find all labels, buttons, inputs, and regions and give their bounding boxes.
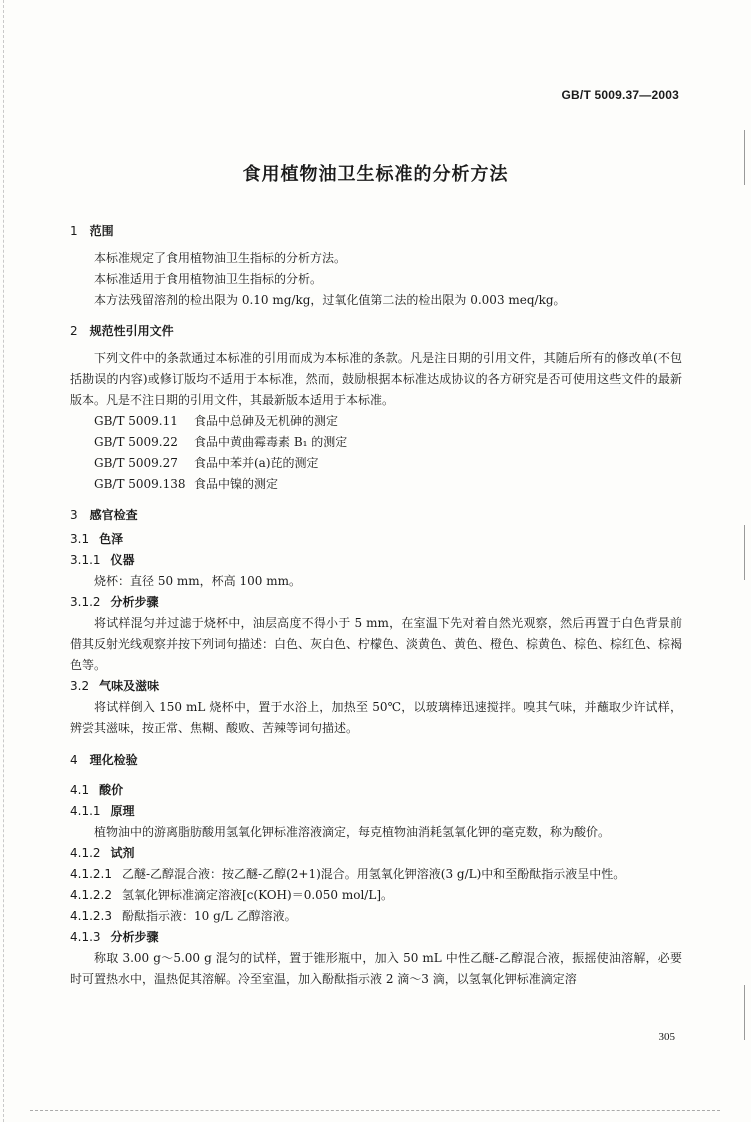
subsection-number: 4.1.3	[70, 930, 101, 944]
document-body	[70, 222, 682, 990]
subsection-number: 3.2	[70, 679, 90, 693]
paragraph: 本标准规定了食用植物油卫生指标的分析方法。	[94, 251, 347, 265]
subsection-number: 4.1	[70, 783, 90, 797]
section-title: 规范性引用文件	[89, 324, 174, 338]
paragraph	[70, 906, 682, 927]
paragraph: 本标准适用于食用植物油卫生指标的分析。	[94, 272, 323, 286]
paragraph: 将试样倒入 150 mL 烧杯中，置于水浴上，加热至 50℃，以玻璃棒迅速搅拌。嗅其气味，并蘸取少许试样，辨尝其滋味，按正常、焦糊、酸败、苦辣等词句描述。	[70, 700, 682, 735]
paragraph	[70, 864, 682, 885]
section-number: 2	[70, 324, 78, 338]
document-title: 食用植物油卫生标准的分析方法	[242, 164, 509, 185]
standard-code: GB/T 5009.37—2003	[561, 88, 679, 102]
subsection-title: 气味及滋味	[99, 679, 160, 693]
paragraph	[70, 885, 682, 906]
section-heading	[70, 751, 682, 768]
clause-number: 4.1.2.3	[70, 909, 112, 923]
reference-code: GB/T 5009.27	[94, 456, 178, 470]
reference-title: 食品中苯并(a)芘的测定	[194, 456, 319, 470]
clause-number: 4.1.2.1	[70, 867, 112, 881]
reference-title: 食品中总砷及无机砷的测定	[194, 414, 339, 428]
reference-item	[70, 474, 682, 495]
scan-mark	[744, 525, 745, 580]
clause-number: 4.1.2.2	[70, 888, 112, 902]
page-number: 305	[658, 1031, 675, 1043]
subsection-heading	[70, 676, 682, 697]
section-title: 范围	[89, 224, 114, 238]
section-number: 3	[70, 508, 78, 522]
paragraph: 植物油中的游离脂肪酸用氢氧化钾标准溶液滴定，每克植物油消耗氢氧化钾的毫克数，称为酸价。	[94, 825, 611, 839]
subsection-title: 分析步骤	[110, 595, 159, 609]
paragraph: 本方法残留溶剂的检出限为 0.10 mg/kg，过氧化值第二法的检出限为 0.003 meq/kg。	[94, 293, 566, 307]
subsection-number: 4.1.2	[70, 846, 101, 860]
clause-text: 乙醚-乙醇混合液：按乙醚-乙醇(2+1)混合。用氢氧化钾溶液(3 g/L)中和至酚酞指示液呈中性。	[121, 867, 626, 881]
paragraph: 将试样混匀并过滤于烧杯中，油层高度不得小于 5 mm，在室温下先对着自然光观察，然后再置于白色背景前借其反射光线观察并按下列词句描述：白色、灰白色、柠檬色、淡黄色、黄色、橙色、棕黄色、棕色、棕红色、棕褐色等。	[70, 616, 683, 672]
paragraph: 烧杯：直径 50 mm，杯高 100 mm。	[94, 574, 301, 588]
section-title: 感官检查	[89, 508, 138, 522]
scan-edge	[30, 1110, 720, 1112]
subsection-heading	[70, 592, 682, 613]
subsection-title: 仪器	[110, 553, 135, 567]
subsection-title: 酸价	[99, 783, 124, 797]
reference-title: 食品中镍的测定	[194, 477, 279, 491]
subsection-title: 分析步骤	[110, 930, 159, 944]
scan-mark	[744, 985, 745, 1040]
section-number: 4	[70, 753, 78, 767]
subsection-title: 原理	[110, 804, 135, 818]
subsection-heading	[70, 927, 682, 948]
subsection-number: 3.1.2	[70, 595, 101, 609]
section-title: 理化检验	[89, 753, 138, 767]
clause-text: 酚酞指示液：10 g/L 乙醇溶液。	[121, 909, 297, 923]
section-heading	[70, 506, 682, 523]
reference-item	[70, 411, 682, 432]
subsection-heading	[70, 529, 682, 550]
subsection-title: 色泽	[99, 532, 124, 546]
section-heading	[70, 222, 682, 239]
subsection-heading	[70, 550, 682, 571]
subsection-title: 试剂	[110, 846, 135, 860]
clause-text: 氢氧化钾标准滴定溶液[c(KOH)＝0.050 mol/L]。	[121, 888, 393, 902]
reference-code: GB/T 5009.138	[94, 477, 186, 491]
paragraph: 下列文件中的条款通过本标准的引用而成为本标准的条款。凡是注日期的引用文件，其随后所有的修改单(不包括勘误的内容)或修订版均不适用于本标准，然而，鼓励根据本标准达成协议的各方研究是否可使用这些文件的最新版本。凡是不注日期的引用文件，其最新版本适用于本标准。	[70, 351, 682, 407]
subsection-heading	[70, 843, 682, 864]
subsection-number: 4.1.1	[70, 804, 101, 818]
section-number: 1	[70, 224, 78, 238]
subsection-heading	[70, 801, 682, 822]
reference-title: 食品中黄曲霉毒素 B₁ 的测定	[194, 435, 348, 449]
subsection-number: 3.1.1	[70, 553, 101, 567]
reference-code: GB/T 5009.11	[94, 414, 178, 428]
reference-item	[70, 432, 682, 453]
section-heading	[70, 322, 682, 339]
reference-item	[70, 453, 682, 474]
subsection-heading	[70, 780, 682, 801]
subsection-number: 3.1	[70, 532, 90, 546]
reference-code: GB/T 5009.22	[94, 435, 178, 449]
paragraph: 称取 3.00 g～5.00 g 混匀的试样，置于锥形瓶中，加入 50 mL 中性乙醚-乙醇混合液，振摇使油溶解，必要时可置热水中，温热促其溶解。冷至室温，加入酚酞指示液 2 滴～3 滴，以氢氧化钾标准滴定溶	[70, 951, 682, 986]
